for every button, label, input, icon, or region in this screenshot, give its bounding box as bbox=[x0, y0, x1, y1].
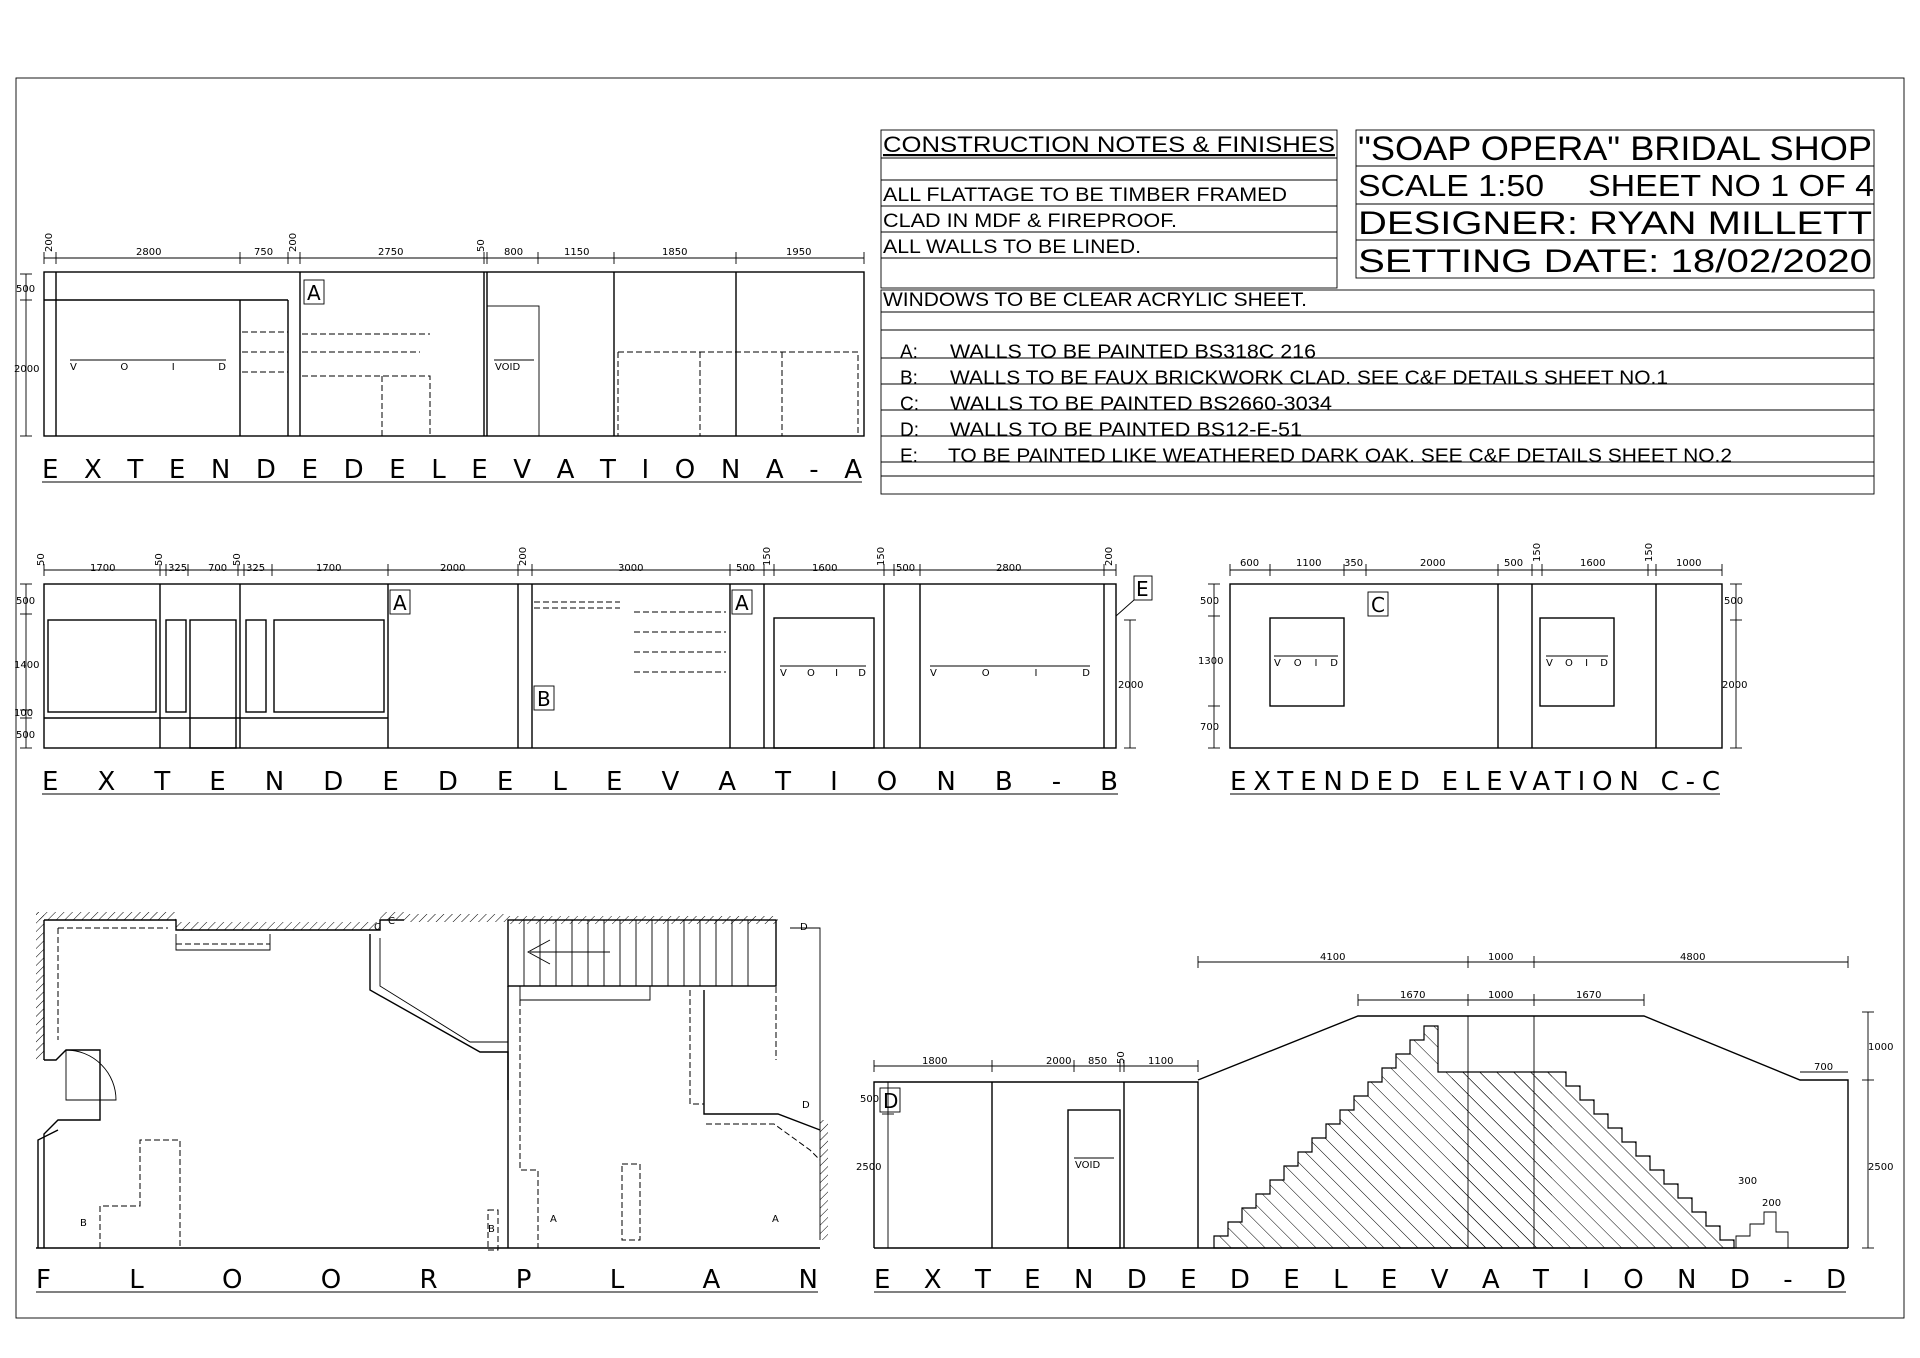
floor-plan bbox=[36, 912, 828, 1295]
finish-key-b: B: bbox=[900, 368, 918, 389]
finish-text-a: WALLS TO BE PAINTED BS318C 216 bbox=[950, 342, 1316, 363]
dim-bb-1: 50 bbox=[36, 553, 47, 566]
dim-bb-15: 150 bbox=[876, 546, 887, 566]
dim-bb-11: 3000 bbox=[618, 563, 644, 574]
finish-marker-dd: D bbox=[883, 1089, 899, 1113]
dim-dd-6: 4100 bbox=[1320, 952, 1346, 963]
void-label-aa-2: VOID bbox=[495, 362, 521, 373]
dim-dd-h1: 500 bbox=[860, 1094, 880, 1105]
void-label-aa: V O I D bbox=[70, 362, 226, 373]
finish-key-d: D: bbox=[900, 420, 919, 441]
dim-bb-9: 2000 bbox=[440, 563, 466, 574]
void-label-cc-2: V O I D bbox=[1546, 658, 1608, 669]
dim-bb-3: 50 bbox=[154, 553, 165, 566]
void-label-cc-1: V O I D bbox=[1274, 658, 1338, 669]
finish-marker-bb-a1: A bbox=[393, 591, 407, 615]
note-line-2: CLAD IN MDF & FIREPROOF. bbox=[883, 211, 1177, 232]
finish-marker-cc: C bbox=[1371, 593, 1385, 617]
dim-dd-h4: 2500 bbox=[1868, 1162, 1894, 1173]
dim-aa-h2: 2000 bbox=[14, 364, 40, 375]
notes-heading: CONSTRUCTION NOTES & FINISHES bbox=[883, 132, 1335, 157]
dim-dd-7: 1000 bbox=[1488, 952, 1514, 963]
dim-aa-1: 200 bbox=[44, 232, 55, 252]
void-label-bb-1: V O I D bbox=[780, 668, 866, 679]
dim-cc-6: 150 bbox=[1532, 542, 1543, 562]
finish-marker-aa: A bbox=[307, 281, 321, 305]
plan-label-d1: D bbox=[800, 922, 808, 933]
finish-text-e: TO BE PAINTED LIKE WEATHERED DARK OAK. SEE C&F DETAILS SHEET NO.2 bbox=[948, 446, 1732, 467]
dim-bb-8: 1700 bbox=[316, 563, 342, 574]
void-label-bb-2: V O I D bbox=[930, 668, 1090, 679]
note-line-4: WINDOWS TO BE CLEAR ACRYLIC SHEET. bbox=[883, 290, 1307, 311]
dim-dd-1: 1800 bbox=[922, 1056, 948, 1067]
dim-aa-7: 800 bbox=[504, 247, 524, 258]
dim-bb-2: 1700 bbox=[90, 563, 116, 574]
dim-cc-h4: 500 bbox=[1724, 596, 1744, 607]
plan-label-d2: D bbox=[802, 1100, 810, 1111]
finish-key-a: A: bbox=[900, 342, 918, 363]
dim-bb-h1: 500 bbox=[16, 596, 36, 607]
shop-title: "SOAP OPERA" BRIDAL SHOP bbox=[1358, 130, 1872, 168]
finish-text-d: WALLS TO BE PAINTED BS12-E-51 bbox=[950, 420, 1302, 441]
dim-cc-4: 2000 bbox=[1420, 558, 1446, 569]
dim-cc-h2: 1300 bbox=[1198, 656, 1224, 667]
elevation-cc bbox=[1198, 543, 1747, 797]
dim-dd-9: 1670 bbox=[1400, 990, 1426, 1001]
finish-text-c: WALLS TO BE PAINTED BS2660-3034 bbox=[950, 394, 1333, 415]
dim-cc-9: 1000 bbox=[1676, 558, 1702, 569]
elevation-aa bbox=[14, 233, 864, 485]
dim-dd-h5: 300 bbox=[1738, 1176, 1758, 1187]
dim-bb-13: 150 bbox=[762, 546, 773, 566]
dim-aa-3: 750 bbox=[254, 247, 274, 258]
dim-dd-h3: 1000 bbox=[1868, 1042, 1894, 1053]
dim-dd-8: 4800 bbox=[1680, 952, 1706, 963]
title-elevation-bb: E X T E N D E D E L E V A T I O N B - B bbox=[42, 767, 1118, 797]
dim-bb-18: 200 bbox=[1104, 546, 1115, 566]
dim-cc-h3: 700 bbox=[1200, 722, 1220, 733]
finish-marker-bb-a2: A bbox=[735, 591, 749, 615]
plan-label-a1: A bbox=[550, 1214, 557, 1225]
dim-bb-h3: 100 bbox=[14, 708, 34, 719]
title-elevation-aa: E X T E N D E D E L E V A T I O N A - A bbox=[42, 455, 862, 485]
dim-aa-9: 1850 bbox=[662, 247, 688, 258]
dim-cc-8: 150 bbox=[1644, 542, 1655, 562]
title-floor-plan: F L O O R P L A N bbox=[36, 1265, 818, 1295]
title-elevation-cc: EXTENDED ELEVATION C-C bbox=[1230, 767, 1720, 797]
title-elevation-dd: E X T E N D E D E L E V A T I O N D - D bbox=[874, 1265, 1846, 1295]
finish-key-e: E: bbox=[900, 446, 918, 467]
dim-aa-8: 1150 bbox=[564, 247, 590, 258]
dim-dd-h6: 200 bbox=[1762, 1198, 1782, 1209]
note-line-1: ALL FLATTAGE TO BE TIMBER FRAMED bbox=[883, 185, 1287, 206]
dim-aa-10: 1950 bbox=[786, 247, 812, 258]
dim-cc-h5: 2000 bbox=[1722, 680, 1748, 691]
plan-label-a2: A bbox=[772, 1214, 779, 1225]
finish-text-b: WALLS TO BE FAUX BRICKWORK CLAD. SEE C&F DETAILS SHEET NO.1 bbox=[950, 368, 1668, 389]
dim-dd-2: 2000 bbox=[1046, 1056, 1072, 1067]
designer-label: DESIGNER: RYAN MILLETT bbox=[1358, 205, 1872, 241]
elevation-dd bbox=[856, 952, 1893, 1295]
dim-cc-1: 600 bbox=[1240, 558, 1260, 569]
sheet-number: SHEET NO 1 OF 4 bbox=[1588, 168, 1874, 203]
dim-aa-h1: 500 bbox=[16, 284, 36, 295]
plan-label-c1: C bbox=[374, 922, 381, 933]
elevation-bb bbox=[14, 547, 1152, 797]
dim-dd-5: 1100 bbox=[1148, 1056, 1174, 1067]
dim-bb-h5: 2000 bbox=[1118, 680, 1144, 691]
dim-bb-12: 500 bbox=[736, 563, 756, 574]
dim-dd-11: 1670 bbox=[1576, 990, 1602, 1001]
dim-cc-5: 500 bbox=[1504, 558, 1524, 569]
dim-aa-6: 50 bbox=[476, 239, 487, 252]
dim-bb-10: 200 bbox=[518, 546, 529, 566]
dim-dd-3: 850 bbox=[1088, 1056, 1108, 1067]
dim-bb-h2: 1400 bbox=[14, 660, 40, 671]
dim-bb-4: 325 bbox=[168, 563, 188, 574]
dim-bb-14: 1600 bbox=[812, 563, 838, 574]
dim-cc-7: 1600 bbox=[1580, 558, 1606, 569]
plan-label-c2: C bbox=[388, 916, 395, 927]
dim-bb-6: 50 bbox=[232, 553, 243, 566]
dim-dd-12: 700 bbox=[1814, 1062, 1834, 1073]
dim-bb-7: 325 bbox=[246, 563, 266, 574]
finish-key-c: C: bbox=[900, 394, 919, 415]
dim-bb-17: 2800 bbox=[996, 563, 1022, 574]
note-line-3: ALL WALLS TO BE LINED. bbox=[883, 237, 1141, 258]
dim-dd-4: 50 bbox=[1116, 1051, 1127, 1064]
dim-bb-h4: 500 bbox=[16, 730, 36, 741]
dim-bb-5: 700 bbox=[208, 563, 228, 574]
dim-bb-16: 500 bbox=[896, 563, 916, 574]
dim-cc-h1: 500 bbox=[1200, 596, 1220, 607]
plan-label-b2: B bbox=[488, 1224, 495, 1235]
void-label-dd: VOID bbox=[1075, 1160, 1101, 1171]
title-block bbox=[1356, 130, 1874, 279]
scale-label: SCALE 1:50 bbox=[1358, 168, 1544, 203]
dim-cc-2: 1100 bbox=[1296, 558, 1322, 569]
finish-marker-bb-b: B bbox=[537, 687, 551, 711]
setting-date: SETTING DATE: 18/02/2020 bbox=[1358, 243, 1872, 279]
dim-aa-5: 2750 bbox=[378, 247, 404, 258]
dim-aa-4: 200 bbox=[288, 232, 299, 252]
finish-marker-bb-e: E bbox=[1136, 577, 1149, 601]
plan-label-b1: B bbox=[80, 1218, 87, 1229]
dim-dd-h2: 2500 bbox=[856, 1162, 882, 1173]
dim-aa-2: 2800 bbox=[136, 247, 162, 258]
dim-cc-3: 350 bbox=[1344, 558, 1364, 569]
dim-dd-10: 1000 bbox=[1488, 990, 1514, 1001]
